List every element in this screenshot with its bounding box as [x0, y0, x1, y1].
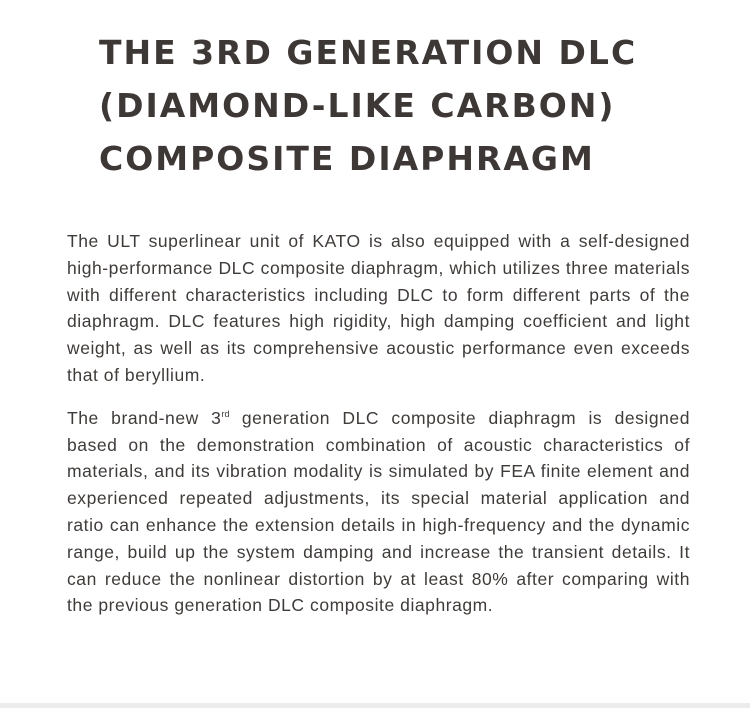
paragraph-2-rest: generation DLC composite diaphragm is designed based on the demonstration combination of acoustic characteristics of materials, and its vibration modality is simulated by FEA finite element and experienced repeated adjustments, its special material application and ratio can enhance the extension details in high-frequency and the dynamic range, build up the system damping and increase the transient details. It can reduce the nonlinear distortion by at least 80% after comparing with the previous generation DLC composite diaphragm. [67, 407, 690, 616]
title-line-1: THE 3RD GENERATION DLC [99, 33, 638, 72]
title-line-3: COMPOSITE DIAPHRAGM [99, 139, 595, 178]
page-title [99, 26, 719, 185]
article-body [67, 228, 690, 635]
paragraph-third-generation [67, 405, 690, 619]
paragraph-2-lead: The brand-new 3 [67, 407, 222, 428]
paragraph-intro: The ULT superlinear unit of KATO is also equipped with a self-designed high-performance DLC composite diaphragm, which utilizes three materials with different characteristics including DLC to form different parts of the diaphragm. DLC features high rigidity, high damping coefficient and light weight, as well as its comprehensive acoustic performance even exceeds that of beryllium. [67, 231, 690, 385]
ordinal-suffix: rd [221, 408, 230, 419]
title-line-2: (DIAMOND-LIKE CARBON) [99, 86, 616, 125]
bottom-divider [0, 703, 750, 708]
